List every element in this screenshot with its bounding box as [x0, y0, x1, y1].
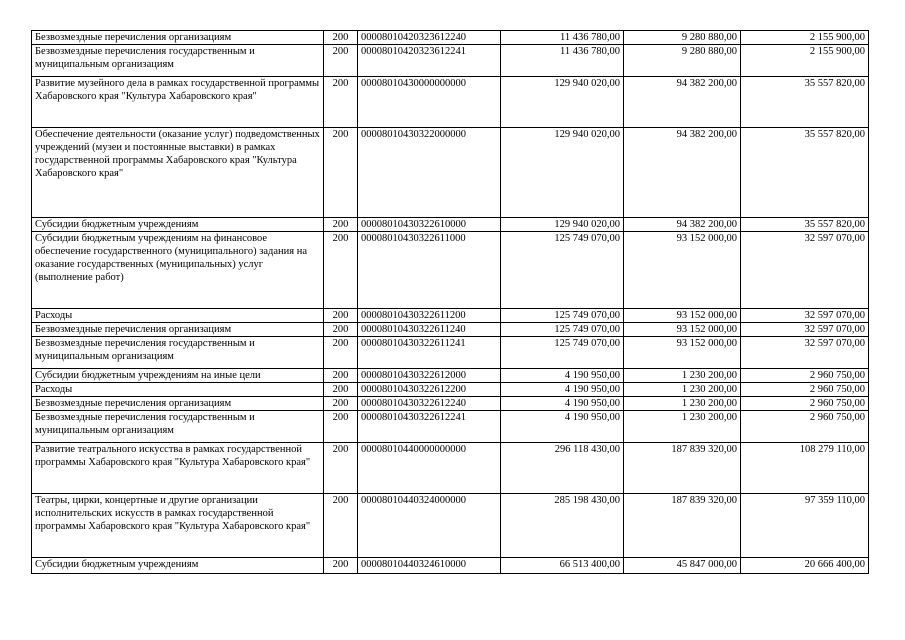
- row-amount-third-cell: 2 960 750,00: [741, 411, 869, 443]
- row-name-cell: Безвозмездные перечисления государственным и муниципальным организациям: [32, 411, 324, 443]
- table-row: [32, 218, 869, 232]
- row-amount-third-cell: 2 155 900,00: [741, 45, 869, 77]
- row-classification-code-cell: 00008010430322611241: [358, 337, 501, 369]
- row-amount-total-cell: 296 118 430,00: [501, 443, 624, 494]
- row-amount-third-cell: 2 960 750,00: [741, 383, 869, 397]
- row-classification-code-cell: 00008010430322612200: [358, 383, 501, 397]
- row-admin-code-cell: 200: [324, 411, 358, 443]
- row-amount-total-cell: 125 749 070,00: [501, 337, 624, 369]
- row-admin-code-cell: 200: [324, 31, 358, 45]
- row-amount-second-cell: 93 152 000,00: [624, 337, 741, 369]
- row-amount-second-cell: 93 152 000,00: [624, 232, 741, 309]
- row-amount-third-cell: 2 960 750,00: [741, 397, 869, 411]
- row-classification-code-cell: 00008010430322610000: [358, 218, 501, 232]
- row-admin-code-cell: 200: [324, 309, 358, 323]
- row-admin-code-cell: 200: [324, 337, 358, 369]
- row-amount-second-cell: 94 382 200,00: [624, 77, 741, 128]
- row-amount-second-cell: 93 152 000,00: [624, 309, 741, 323]
- row-name-cell: Субсидии бюджетным учреждениям: [32, 558, 324, 574]
- row-admin-code-cell: 200: [324, 45, 358, 77]
- row-amount-third-cell: 32 597 070,00: [741, 323, 869, 337]
- table-row: [32, 31, 869, 45]
- row-admin-code-cell: 200: [324, 232, 358, 309]
- table-row: [32, 369, 869, 383]
- table-row: [32, 411, 869, 443]
- row-amount-total-cell: 129 940 020,00: [501, 77, 624, 128]
- row-name-cell: Развитие театрального искусства в рамках государственной программы Хабаровского края "Культура Хабаровского края": [32, 443, 324, 494]
- row-amount-second-cell: 187 839 320,00: [624, 443, 741, 494]
- row-amount-total-cell: 125 749 070,00: [501, 232, 624, 309]
- row-amount-second-cell: 1 230 200,00: [624, 411, 741, 443]
- row-amount-second-cell: 94 382 200,00: [624, 128, 741, 218]
- row-classification-code-cell: 00008010440000000000: [358, 443, 501, 494]
- table-row: [32, 323, 869, 337]
- budget-table-body: [32, 31, 869, 574]
- row-admin-code-cell: 200: [324, 558, 358, 574]
- row-name-cell: Театры, цирки, концертные и другие организации исполнительских искусств в рамках государственной программы Хабаровского края "Культура Хабаровского края": [32, 494, 324, 558]
- row-amount-third-cell: 35 557 820,00: [741, 218, 869, 232]
- table-row: [32, 494, 869, 558]
- row-amount-total-cell: 125 749 070,00: [501, 323, 624, 337]
- row-amount-total-cell: 11 436 780,00: [501, 31, 624, 45]
- row-name-cell: Субсидии бюджетным учреждениям на иные цели: [32, 369, 324, 383]
- row-classification-code-cell: 00008010430322000000: [358, 128, 501, 218]
- table-row: [32, 443, 869, 494]
- row-amount-third-cell: 2 960 750,00: [741, 369, 869, 383]
- row-amount-third-cell: 35 557 820,00: [741, 77, 869, 128]
- row-admin-code-cell: 200: [324, 218, 358, 232]
- row-amount-third-cell: 35 557 820,00: [741, 128, 869, 218]
- row-admin-code-cell: 200: [324, 128, 358, 218]
- row-name-cell: Безвозмездные перечисления организациям: [32, 323, 324, 337]
- row-classification-code-cell: 00008010430322611240: [358, 323, 501, 337]
- row-amount-second-cell: 1 230 200,00: [624, 369, 741, 383]
- row-amount-total-cell: 4 190 950,00: [501, 411, 624, 443]
- row-classification-code-cell: 00008010430000000000: [358, 77, 501, 128]
- row-name-cell: Безвозмездные перечисления государственным и муниципальным организациям: [32, 337, 324, 369]
- row-amount-second-cell: 9 280 880,00: [624, 45, 741, 77]
- row-amount-total-cell: 66 513 400,00: [501, 558, 624, 574]
- row-amount-total-cell: 4 190 950,00: [501, 369, 624, 383]
- row-classification-code-cell: 00008010430322612241: [358, 411, 501, 443]
- row-amount-second-cell: 1 230 200,00: [624, 383, 741, 397]
- row-classification-code-cell: 00008010420323612240: [358, 31, 501, 45]
- row-name-cell: Расходы: [32, 309, 324, 323]
- row-amount-total-cell: 285 198 430,00: [501, 494, 624, 558]
- row-amount-total-cell: 4 190 950,00: [501, 383, 624, 397]
- row-amount-total-cell: 4 190 950,00: [501, 397, 624, 411]
- row-admin-code-cell: 200: [324, 494, 358, 558]
- row-name-cell: Расходы: [32, 383, 324, 397]
- budget-table: [31, 30, 869, 574]
- table-row: [32, 77, 869, 128]
- row-amount-third-cell: 32 597 070,00: [741, 337, 869, 369]
- row-admin-code-cell: 200: [324, 369, 358, 383]
- table-row: [32, 232, 869, 309]
- row-name-cell: Субсидии бюджетным учреждениям: [32, 218, 324, 232]
- row-amount-total-cell: 129 940 020,00: [501, 218, 624, 232]
- row-classification-code-cell: 00008010430322612000: [358, 369, 501, 383]
- row-admin-code-cell: 200: [324, 443, 358, 494]
- row-amount-total-cell: 125 749 070,00: [501, 309, 624, 323]
- table-row: [32, 128, 869, 218]
- row-amount-total-cell: 129 940 020,00: [501, 128, 624, 218]
- row-amount-second-cell: 187 839 320,00: [624, 494, 741, 558]
- row-name-cell: Безвозмездные перечисления организациям: [32, 31, 324, 45]
- table-row: [32, 45, 869, 77]
- row-name-cell: Безвозмездные перечисления государственным и муниципальным организациям: [32, 45, 324, 77]
- table-row: [32, 397, 869, 411]
- row-amount-third-cell: 32 597 070,00: [741, 309, 869, 323]
- row-amount-third-cell: 2 155 900,00: [741, 31, 869, 45]
- row-amount-third-cell: 108 279 110,00: [741, 443, 869, 494]
- row-name-cell: Безвозмездные перечисления организациям: [32, 397, 324, 411]
- row-name-cell: Субсидии бюджетным учреждениям на финансовое обеспечение государственного (муниципального) задания на оказание государственных (муниципальных) услуг (выполнение работ): [32, 232, 324, 309]
- row-classification-code-cell: 00008010430322612240: [358, 397, 501, 411]
- row-admin-code-cell: 200: [324, 323, 358, 337]
- table-row: [32, 383, 869, 397]
- row-amount-second-cell: 94 382 200,00: [624, 218, 741, 232]
- row-classification-code-cell: 00008010430322611000: [358, 232, 501, 309]
- row-admin-code-cell: 200: [324, 77, 358, 128]
- table-row: [32, 309, 869, 323]
- row-name-cell: Развитие музейного дела в рамках государственной программы Хабаровского края "Культура Хабаровского края": [32, 77, 324, 128]
- row-amount-third-cell: 32 597 070,00: [741, 232, 869, 309]
- row-amount-third-cell: 97 359 110,00: [741, 494, 869, 558]
- row-amount-third-cell: 20 666 400,00: [741, 558, 869, 574]
- row-admin-code-cell: 200: [324, 383, 358, 397]
- row-amount-total-cell: 11 436 780,00: [501, 45, 624, 77]
- row-amount-second-cell: 9 280 880,00: [624, 31, 741, 45]
- row-amount-second-cell: 93 152 000,00: [624, 323, 741, 337]
- row-classification-code-cell: 00008010440324000000: [358, 494, 501, 558]
- table-row: [32, 337, 869, 369]
- row-classification-code-cell: 00008010440324610000: [358, 558, 501, 574]
- row-classification-code-cell: 00008010420323612241: [358, 45, 501, 77]
- row-name-cell: Обеспечение деятельности (оказание услуг) подведомственных учреждений (музеи и постоянные выставки) в рамках государственной программы Хабаровского края "Культура Хабаровского края": [32, 128, 324, 218]
- table-row: [32, 558, 869, 574]
- row-amount-second-cell: 45 847 000,00: [624, 558, 741, 574]
- row-classification-code-cell: 00008010430322611200: [358, 309, 501, 323]
- row-amount-second-cell: 1 230 200,00: [624, 397, 741, 411]
- row-admin-code-cell: 200: [324, 397, 358, 411]
